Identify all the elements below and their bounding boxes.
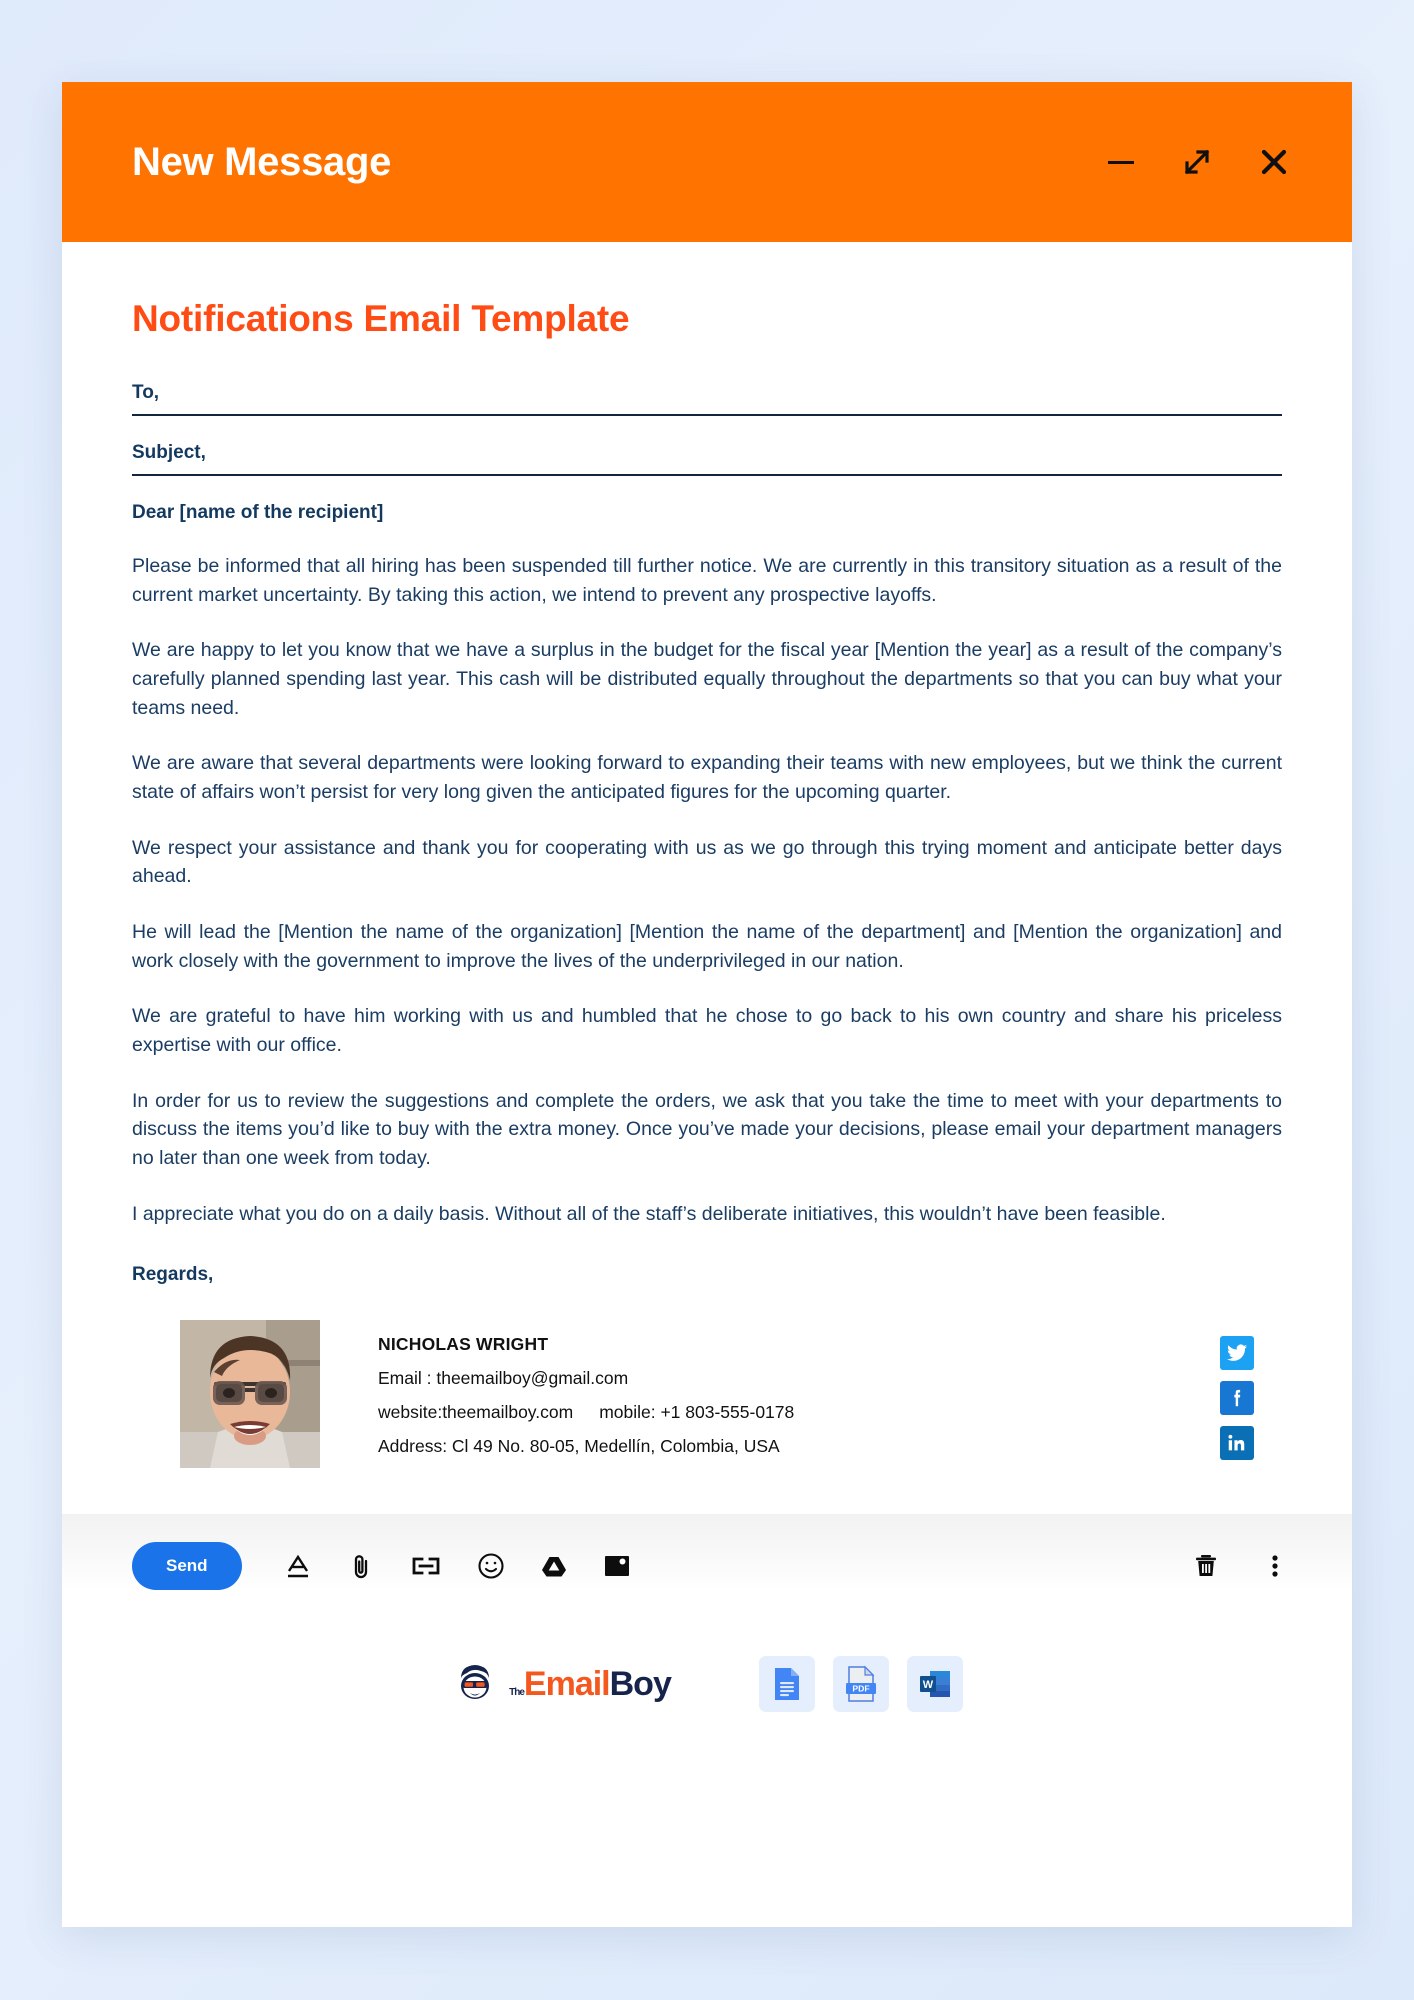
subject-label: Subject, <box>132 442 206 463</box>
signature-email: Email : theemailboy@gmail.com <box>378 1368 629 1389</box>
subject-field[interactable] <box>132 442 1282 476</box>
toolbar-icons <box>280 1548 635 1584</box>
expand-icon[interactable] <box>1176 141 1218 183</box>
body-paragraph: I appreciate what you do on a daily basis. Without all of the staff’s deliberate initiatives, this wouldn’t have been feasible. <box>132 1202 1166 1225</box>
compose-sheet <box>62 242 1352 1470</box>
close-icon[interactable] <box>1252 140 1296 184</box>
window-controls <box>1100 140 1296 184</box>
body-paragraph: We are grateful to have him working with us and humbled that he chose to go back to his own country and share his priceless expertise with our office. <box>132 1005 1282 1056</box>
emailboy-mascot-icon <box>451 1658 499 1711</box>
compose-toolbar <box>62 1514 1352 1618</box>
body-paragraph: We respect your assistance and thank you for cooperating with us as we go through this trying moment and anticipate better days ahead. <box>132 836 1282 888</box>
file-format-icons <box>759 1656 963 1712</box>
insert-emoji-icon[interactable] <box>473 1548 509 1584</box>
closing-text: Regards, <box>132 1264 214 1286</box>
brand-wordmark <box>509 1665 671 1704</box>
attach-file-icon[interactable] <box>343 1548 379 1584</box>
to-field[interactable] <box>132 382 1282 416</box>
body-paragraph: We are aware that several departments were looking forward to expanding their teams with new employees, but we think the current state of affairs won’t persist for very long given the anticipated figures for the upcoming quarter. <box>132 752 1282 803</box>
signature-mobile: mobile: +1 803-555-0178 <box>599 1402 795 1423</box>
to-label: To, <box>132 382 160 403</box>
window-titlebar <box>62 82 1352 242</box>
google-drive-icon[interactable] <box>536 1548 572 1584</box>
body-paragraph: In order for us to review the suggestions and complete the orders, we ask that you take the time to meet with your departments to discuss the items you’d like to buy with the extra money. Once you’ve made your decisions, please email your department managers no later than one week from today. <box>132 1089 1282 1169</box>
signature-block <box>132 1320 1282 1470</box>
body-paragraph: Please be informed that all hiring has been suspended till further notice. We are currently in this transitory situation as a result of the current market uncertainty. By taking this action, we intend to prevent any prospective layoffs. <box>132 555 1282 606</box>
compose-window <box>62 82 1352 1927</box>
pdf-label: PDF <box>852 1683 870 1694</box>
brand-email: Email <box>523 1664 610 1703</box>
twitter-icon[interactable] <box>1220 1336 1254 1370</box>
window-title: New Message <box>132 139 392 184</box>
toolbar-wrap <box>62 1514 1352 1618</box>
avatar <box>180 1320 320 1468</box>
send-button[interactable]: Send <box>132 1542 242 1590</box>
google-docs-icon[interactable] <box>759 1656 815 1712</box>
signature-website-mobile <box>378 1402 1220 1423</box>
social-links <box>1220 1320 1254 1460</box>
page-title: Notifications Email Template <box>132 298 630 339</box>
facebook-icon[interactable] <box>1220 1381 1254 1415</box>
footer <box>62 1618 1352 1712</box>
more-options-icon[interactable] <box>1258 1548 1292 1584</box>
delete-draft-icon[interactable] <box>1188 1548 1224 1584</box>
body-paragraph: He will lead the [Mention the name of the organization] [Mention the name of the department] and [Mention the organization] and work closely with the government to improve the lives of the underprivileged in our nation. <box>132 920 1282 972</box>
insert-link-icon[interactable] <box>406 1548 446 1584</box>
salutation: Dear [name of the recipient] <box>132 502 384 523</box>
brand-boy: Boy <box>609 1664 671 1703</box>
body-paragraph: We are happy to let you know that we have a surplus in the budget for the fiscal year [Mention the year] as a result of the company’s carefully planned spending last year. This cash will be distributed equally throughout the departments so that you can buy what your teams need. <box>132 639 1282 719</box>
minimize-icon[interactable] <box>1100 141 1142 183</box>
format-text-icon[interactable] <box>280 1548 316 1584</box>
signature-info <box>378 1320 1220 1470</box>
signature-address: Address: Cl 49 No. 80-05, Medellín, Colombia, USA <box>378 1436 780 1457</box>
signature-website: website:theemailboy.com <box>378 1402 574 1423</box>
insert-photo-icon[interactable] <box>599 1548 635 1584</box>
word-icon[interactable] <box>907 1656 963 1712</box>
pdf-icon[interactable] <box>833 1656 889 1712</box>
signature-name: NICHOLAS WRIGHT <box>378 1334 549 1355</box>
toolbar-right <box>1188 1548 1292 1584</box>
brand-the: The <box>509 1686 524 1698</box>
linkedin-icon[interactable] <box>1220 1426 1254 1460</box>
word-label: W <box>922 1679 934 1692</box>
brand-logo <box>451 1658 671 1711</box>
